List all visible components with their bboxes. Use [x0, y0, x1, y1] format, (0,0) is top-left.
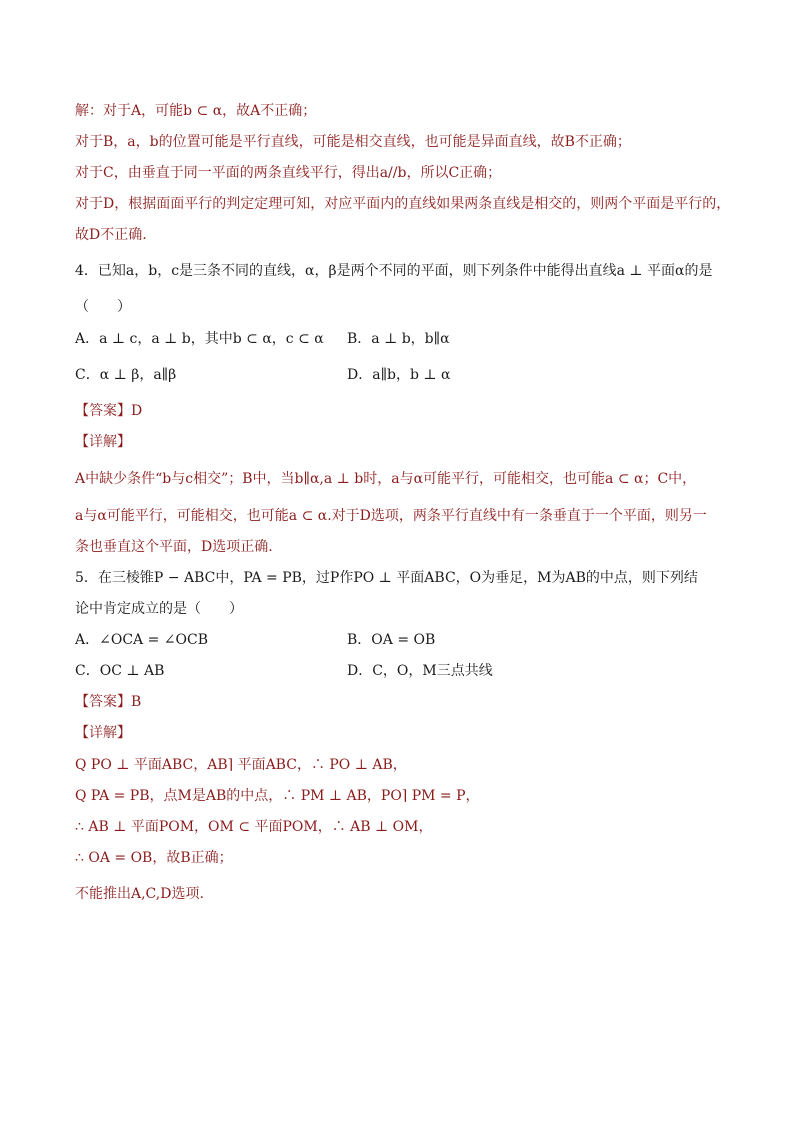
solution3-line-1: 解：对于A，可能b ⊂ α，故A不正确；	[75, 103, 317, 119]
q4-option-a: A．a ⊥ c，a ⊥ b，其中b ⊂ α，c ⊂ α	[75, 331, 324, 347]
q5-detail-line-1: Q PO ⊥ 平面ABC，AB⌉ 平面ABC，∴ PO ⊥ AB，	[75, 757, 407, 773]
solution3-line-3: 对于C，由垂直于同一平面的两条直线平行，得出a//b，所以C正确；	[75, 165, 502, 181]
q5-option-b: B．OA = OB	[347, 632, 436, 648]
q4-detail-line-1: A中缺少条件“b与c相交”；B中，当b∥α,a ⊥ b时，a与α可能平行，可能相交，也可能a ⊂ α；C中，	[75, 471, 697, 487]
q5-option-a: A．∠OCA = ∠OCB	[75, 632, 208, 648]
q4-detail-line-2: a与α可能平行，可能相交，也可能a ⊂ α.对于D选项，两条平行直线中有一条垂直于一个平面，则另一	[75, 508, 707, 524]
q4-option-c: C．α ⊥ β，a∥β	[75, 367, 177, 383]
q5-stem-line-2: 论中肯定成立的是（ ）	[75, 601, 243, 617]
q4-stem-line-1: 4．已知a，b，c是三条不同的直线，α，β是两个不同的平面，则下列条件中能得出直线a ⊥ 平面α的是	[75, 263, 713, 279]
q5-detail-label: 【详解】	[75, 725, 131, 741]
q4-option-b: B．a ⊥ b，b∥α	[347, 331, 450, 347]
q5-option-c: C．OC ⊥ AB	[75, 663, 165, 679]
q4-answer: 【答案】D	[75, 403, 143, 419]
solution3-line-5: 故D不正确.	[75, 227, 147, 243]
q5-answer: 【答案】B	[75, 694, 142, 710]
solution3-line-4: 对于D，根据面面平行的判定定理可知，对应平面内的直线如果两条直线是相交的，则两个平面是平行的，	[75, 196, 731, 212]
q5-detail-line-2: Q PA = PB，点M是AB的中点，∴ PM ⊥ AB，PO⌉ PM = P，	[75, 788, 480, 804]
q5-detail-line-5: 不能推出A,C,D选项.	[75, 886, 204, 902]
q5-option-d: D．C，O，M三点共线	[347, 663, 493, 679]
q4-detail-line-3: 条也垂直这个平面，D选项正确.	[75, 539, 273, 555]
q4-option-d: D．a∥b，b ⊥ α	[347, 367, 451, 383]
q4-stem-line-2: （ ）	[75, 299, 131, 315]
q5-stem-line-1: 5．在三棱锥P − ABC中，PA = PB，过P作PO ⊥ 平面ABC，O为垂足，M为AB的中点，则下列结	[75, 570, 698, 586]
q5-detail-line-4: ∴ OA = OB，故B正确；	[75, 850, 233, 866]
q4-detail-label: 【详解】	[75, 434, 131, 450]
solution3-line-2: 对于B，a，b的位置可能是平行直线，可能是相交直线，也可能是异面直线，故B不正确；	[75, 134, 631, 150]
q5-detail-line-3: ∴ AB ⊥ 平面POM，OM ⊂ 平面POM，∴ AB ⊥ OM，	[75, 819, 433, 835]
